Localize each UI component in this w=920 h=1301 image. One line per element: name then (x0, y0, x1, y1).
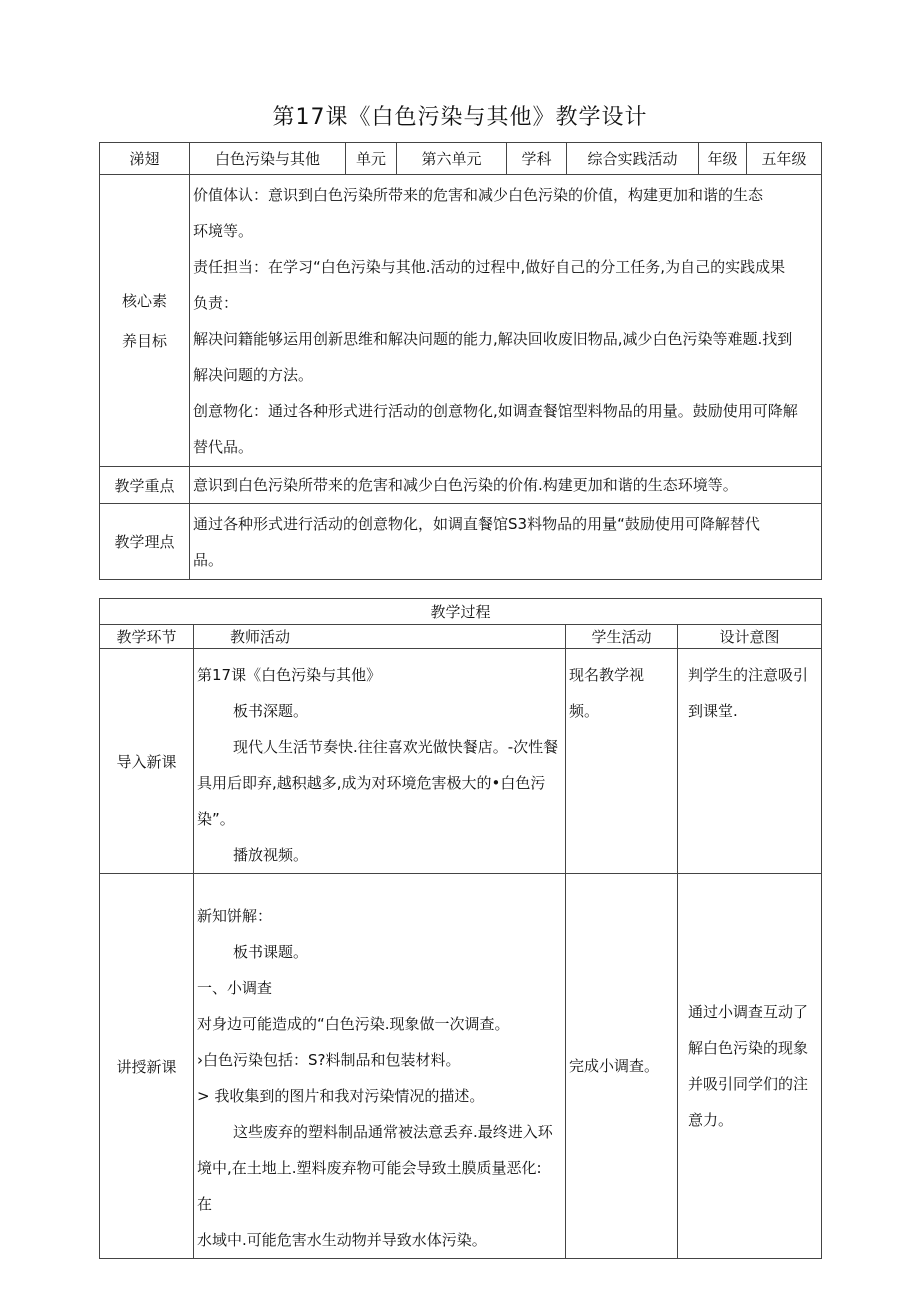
teacher-line: > 我收集到的图片和我对污染情况的描述。 (197, 1087, 485, 1105)
intent-line: 意力。 (688, 1111, 734, 1129)
goal-line: 负责： (193, 293, 239, 312)
intent-line: 判学生的注意吸引 (688, 666, 809, 684)
goals-label-line1: 核心素 (121, 291, 167, 310)
lesson-info-table (99, 142, 822, 580)
teaching-process-table (99, 598, 822, 1259)
key-point-text: 意识到白色污染所带来的危害和减少白色污染的价侑.构建更加和谐的生态环境等。 (190, 467, 822, 504)
intent-line: 通过小调查互动了 (688, 1003, 809, 1021)
col-student-header: 学生活动 (566, 625, 678, 649)
intent-line: 到课堂. (688, 702, 738, 720)
teacher-line: 具用后即弃,越积越多,成为对环境危害极大的•白色污 (197, 774, 546, 792)
teacher-line: ›白色污染包括：S?料制品和包装材料。 (197, 1051, 461, 1069)
goal-line: 解决问籍能够运用创新思维和解决问题的能力,解决回收废旧物品,减少白色污染等难题.找到 (193, 329, 793, 348)
student-line: 现名教学视 (569, 666, 645, 684)
student-activity-intro (566, 649, 678, 874)
grade-value: 五年级 (747, 143, 822, 175)
col-stage-header: 教学环节 (100, 625, 194, 649)
student-line: 频。 (569, 702, 600, 720)
goal-line: 责任担当：在学习“白色污染与其他.活动的过程中,做好自己的分工任务,为自己的实践成果 (193, 257, 786, 276)
intent-line: 并吸引同学们的注 (688, 1075, 809, 1093)
teacher-line: 境中,在土地上.塑料废弃物可能会导致土膜质量恶化: 在 (197, 1159, 542, 1213)
goal-line: 环境等。 (193, 221, 254, 240)
intent-intro (678, 649, 822, 874)
grade-label: 年级 (699, 143, 747, 175)
teacher-line: 新知饼解： (197, 907, 273, 925)
teacher-activity-intro (194, 649, 566, 874)
goal-line: 替代品。 (193, 437, 254, 456)
key-point-label: 教学重点 (100, 467, 190, 504)
process-header: 教学过程 (100, 599, 822, 625)
stage-new-lesson: 讲授新课 (100, 874, 194, 1259)
student-activity-new (566, 874, 678, 1259)
teacher-line: 对身边可能造成的“白色污染.现象做一次调查。 (197, 1015, 510, 1033)
teacher-line: 板书课题。 (233, 943, 309, 961)
document-title: 第17课《白色污染与其他》教学设计 (272, 105, 648, 130)
goal-line: 价值体认：意识到白色污染所带来的危害和减少白色污染的价值，构建更加和谐的生态 (193, 185, 764, 204)
unit-value: 第六单元 (397, 143, 507, 175)
difficulty-label: 教学理点 (100, 504, 190, 580)
goals-label-line2: 养目标 (121, 331, 167, 350)
difficulty-line: 通过各种形式进行活动的创意物化，如调直餐馆S3料物品的用量“鼓励使用可降解替代 (193, 514, 760, 533)
teacher-line: 第17课《白色污染与其他》 (197, 666, 382, 684)
topic-value: 白色污染与其他 (190, 143, 346, 175)
intent-line: 解白色污染的现象 (688, 1039, 809, 1057)
topic-label: 涕翅 (100, 143, 190, 175)
stage-intro: 导入新课 (100, 649, 194, 874)
teacher-line: 染”。 (197, 810, 235, 828)
teacher-line: 现代人生活节奏快.往往喜欢光做快餐店。-次性餐 (233, 738, 559, 756)
student-line: 完成小调查。 (569, 1057, 660, 1075)
teacher-line: 这些废弃的塑料制品通常被法意丢弃.最终进入环 (233, 1123, 553, 1141)
unit-label: 单元 (346, 143, 397, 175)
teacher-line: 水域中.可能危害水生动物并导致水体污染。 (197, 1231, 487, 1249)
teacher-line: 板书深题。 (233, 702, 309, 720)
col-teacher-header: 教师活动 (194, 625, 566, 649)
goals-label (100, 175, 190, 467)
teacher-line: 一、小调查 (197, 979, 273, 997)
subject-value: 综合实践活动 (567, 143, 699, 175)
difficulty-text (190, 504, 822, 580)
difficulty-line: 品。 (193, 550, 224, 569)
goal-line: 创意物化：通过各种形式进行活动的创意物化,如调查餐馆型料物品的用量。鼓励使用可降解 (193, 401, 798, 420)
goals-text (190, 175, 822, 467)
teacher-line: 播放视频。 (233, 846, 309, 864)
col-intent-header: 设计意图 (678, 625, 822, 649)
teacher-activity-new (194, 874, 566, 1259)
goal-line: 解决问题的方法。 (193, 365, 314, 384)
subject-label: 学科 (507, 143, 567, 175)
intent-new (678, 874, 822, 1259)
